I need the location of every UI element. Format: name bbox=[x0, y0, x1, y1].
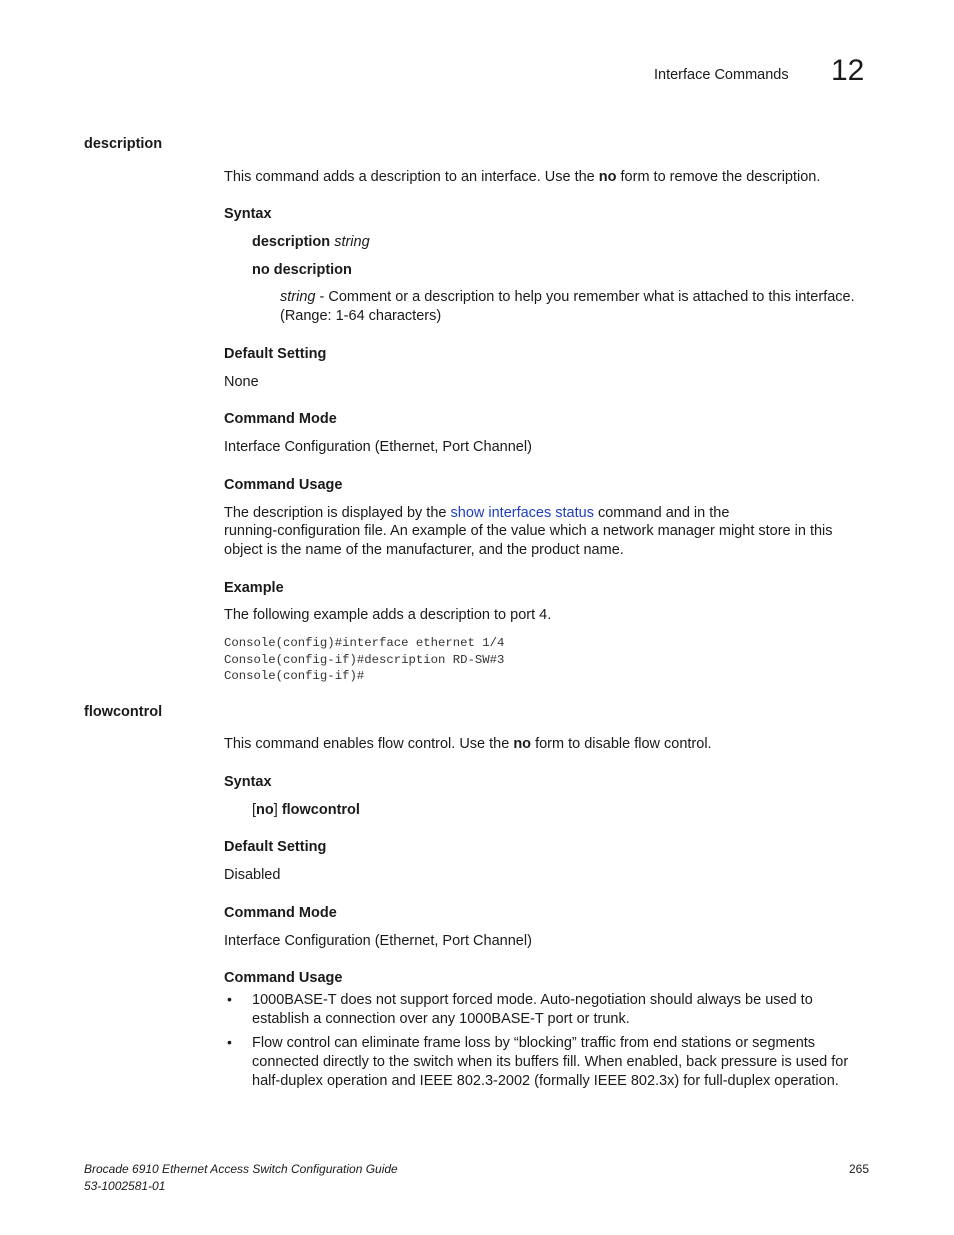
intro-no-keyword: no bbox=[598, 169, 617, 185]
usage-text: The description is displayed by the bbox=[224, 505, 451, 521]
intro-text: form to disable flow control. bbox=[531, 736, 712, 752]
syntax-keyword: flowcontrol bbox=[281, 802, 360, 818]
command-title-flowcontrol: flowcontrol bbox=[84, 704, 163, 720]
command-mode-value: Interface Configuration (Ethernet, Port Channel) bbox=[224, 933, 532, 949]
code-line: Console(config)#interface ethernet 1/4 bbox=[224, 636, 505, 650]
default-setting-heading: Default Setting bbox=[224, 346, 327, 362]
command-mode-value: Interface Configuration (Ethernet, Port Channel) bbox=[224, 439, 532, 455]
example-text: The following example adds a description to port 4. bbox=[224, 607, 552, 623]
code-line: Console(config-if)# bbox=[224, 669, 365, 683]
bullet-text: half-duplex operation and IEEE 802.3-2002 (formally IEEE 802.3x) for full-duplex operation. bbox=[252, 1073, 839, 1089]
footer-page-number: 265 bbox=[849, 1162, 870, 1176]
flowcontrol-intro bbox=[224, 735, 712, 754]
code-line: Console(config-if)#description RD-SW#3 bbox=[224, 653, 505, 667]
parameter-text: - Comment or a description to help you remember what is attached to this interface. bbox=[315, 289, 855, 305]
default-setting-value: None bbox=[224, 374, 259, 390]
parameter-range: (Range: 1-64 characters) bbox=[280, 308, 442, 324]
bullet-icon: • bbox=[227, 991, 232, 1007]
running-header-title: Interface Commands bbox=[654, 67, 789, 83]
syntax-heading: Syntax bbox=[224, 774, 272, 790]
parameter-description bbox=[280, 288, 855, 307]
intro-text: form to remove the description. bbox=[616, 169, 821, 185]
usage-line: object is the name of the manufacturer, and the product name. bbox=[224, 542, 624, 558]
command-usage-heading: Command Usage bbox=[224, 970, 343, 986]
syntax-no-keyword: no bbox=[256, 802, 274, 818]
intro-text: This command enables flow control. Use the bbox=[224, 736, 514, 752]
usage-text: command and in the bbox=[593, 505, 730, 521]
parameter-name: string bbox=[280, 289, 316, 305]
command-usage-heading: Command Usage bbox=[224, 477, 343, 493]
bullet-text: connected directly to the switch when its buffers fill. When enabled, back pressure is used for bbox=[252, 1054, 849, 1070]
command-title-description: description bbox=[84, 136, 163, 152]
syntax-argument: string bbox=[334, 234, 370, 250]
usage-line: running-configuration file. An example of the value which a network manager might store in this bbox=[224, 523, 833, 539]
syntax-line bbox=[252, 801, 360, 820]
intro-text: This command adds a description to an interface. Use the bbox=[224, 169, 599, 185]
footer-doc-number: 53-1002581-01 bbox=[84, 1179, 166, 1193]
syntax-line bbox=[252, 233, 370, 252]
description-intro bbox=[224, 168, 820, 187]
command-mode-heading: Command Mode bbox=[224, 411, 337, 427]
bullet-text: Flow control can eliminate frame loss by “blocking” traffic from end stations or segments bbox=[252, 1035, 816, 1051]
usage-line bbox=[224, 504, 729, 523]
bullet-text: establish a connection over any 1000BASE-T port or trunk. bbox=[252, 1011, 630, 1027]
syntax-heading: Syntax bbox=[224, 206, 272, 222]
command-mode-heading: Command Mode bbox=[224, 905, 337, 921]
syntax-no-line: no description bbox=[252, 262, 352, 278]
footer-doc-title: Brocade 6910 Ethernet Access Switch Configuration Guide bbox=[84, 1162, 398, 1176]
bullet-text: 1000BASE-T does not support forced mode. Auto-negotiation should always be used to bbox=[252, 992, 813, 1008]
bullet-icon: • bbox=[227, 1034, 232, 1050]
default-setting-heading: Default Setting bbox=[224, 839, 327, 855]
syntax-keyword: description bbox=[252, 234, 331, 250]
syntax-bracket: [ bbox=[252, 802, 257, 818]
intro-no-keyword: no bbox=[513, 736, 532, 752]
example-heading: Example bbox=[224, 580, 284, 596]
show-interfaces-status-link[interactable]: show interfaces status bbox=[450, 505, 594, 521]
syntax-bracket: ] bbox=[273, 802, 282, 818]
default-setting-value: Disabled bbox=[224, 867, 281, 883]
chapter-number: 12 bbox=[831, 54, 865, 87]
